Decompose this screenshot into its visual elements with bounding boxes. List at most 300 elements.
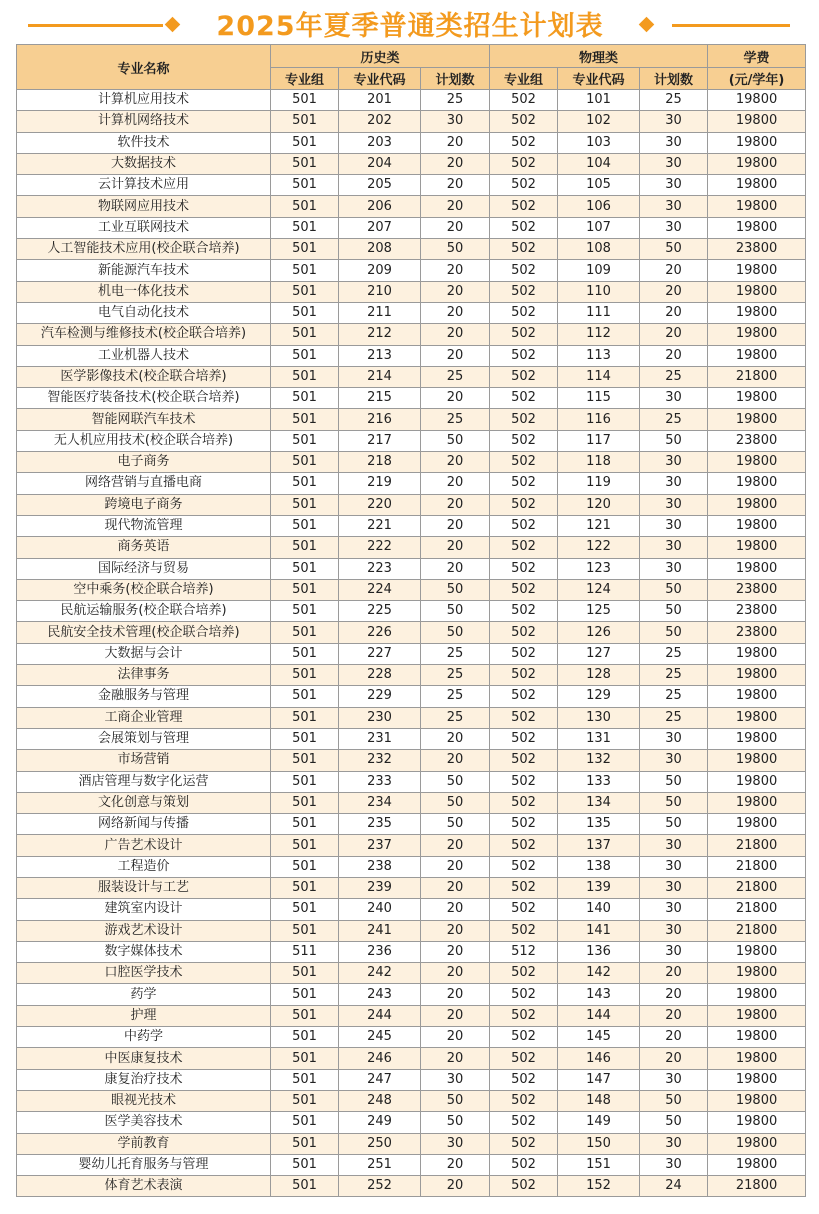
table-row xyxy=(17,1005,806,1026)
table-row xyxy=(17,515,806,536)
cell-physics-plan: 20 xyxy=(640,1027,708,1048)
cell-history-code: 251 xyxy=(339,1154,421,1175)
cell-physics-group: 502 xyxy=(490,558,558,579)
cell-physics-plan: 30 xyxy=(640,856,708,877)
table-row xyxy=(17,473,806,494)
cell-history-code: 226 xyxy=(339,622,421,643)
cell-history-group: 501 xyxy=(271,835,339,856)
table-row xyxy=(17,537,806,558)
cell-history-code: 221 xyxy=(339,515,421,536)
cell-tuition: 19800 xyxy=(708,515,806,536)
cell-physics-code: 125 xyxy=(558,601,640,622)
table-row xyxy=(17,494,806,515)
cell-physics-group: 502 xyxy=(490,324,558,345)
cell-physics-code: 142 xyxy=(558,963,640,984)
cell-physics-plan: 20 xyxy=(640,302,708,323)
cell-major-name: 网络营销与直播电商 xyxy=(17,473,271,494)
cell-history-code: 239 xyxy=(339,877,421,898)
cell-history-plan: 50 xyxy=(421,792,490,813)
cell-physics-plan: 30 xyxy=(640,494,708,515)
cell-history-group: 501 xyxy=(271,366,339,387)
cell-history-code: 204 xyxy=(339,153,421,174)
cell-physics-group: 502 xyxy=(490,452,558,473)
cell-history-code: 233 xyxy=(339,771,421,792)
cell-history-code: 246 xyxy=(339,1048,421,1069)
header-history: 历史类 xyxy=(271,45,490,68)
cell-tuition: 19800 xyxy=(708,1027,806,1048)
cell-physics-code: 106 xyxy=(558,196,640,217)
cell-tuition: 19800 xyxy=(708,1112,806,1133)
cell-physics-group: 502 xyxy=(490,1090,558,1111)
cell-history-plan: 20 xyxy=(421,494,490,515)
cell-physics-plan: 20 xyxy=(640,260,708,281)
title-decoration-line-left xyxy=(28,24,163,27)
cell-major-name: 中医康复技术 xyxy=(17,1048,271,1069)
cell-history-plan: 20 xyxy=(421,750,490,771)
cell-major-name: 中药学 xyxy=(17,1027,271,1048)
cell-physics-plan: 25 xyxy=(640,707,708,728)
cell-history-code: 225 xyxy=(339,601,421,622)
cell-tuition: 19800 xyxy=(708,153,806,174)
cell-physics-group: 502 xyxy=(490,1027,558,1048)
cell-physics-code: 134 xyxy=(558,792,640,813)
cell-tuition: 19800 xyxy=(708,771,806,792)
header-history-code: 专业代码 xyxy=(339,68,421,90)
cell-physics-code: 123 xyxy=(558,558,640,579)
cell-physics-code: 112 xyxy=(558,324,640,345)
cell-physics-code: 149 xyxy=(558,1112,640,1133)
cell-history-code: 206 xyxy=(339,196,421,217)
cell-history-plan: 20 xyxy=(421,175,490,196)
table-row xyxy=(17,728,806,749)
cell-physics-code: 148 xyxy=(558,1090,640,1111)
cell-physics-plan: 25 xyxy=(640,665,708,686)
cell-history-group: 501 xyxy=(271,686,339,707)
cell-history-plan: 20 xyxy=(421,1048,490,1069)
cell-history-plan: 20 xyxy=(421,515,490,536)
cell-history-group: 501 xyxy=(271,1133,339,1154)
cell-physics-group: 502 xyxy=(490,196,558,217)
cell-history-plan: 25 xyxy=(421,366,490,387)
cell-major-name: 电子商务 xyxy=(17,452,271,473)
cell-history-code: 234 xyxy=(339,792,421,813)
cell-physics-code: 110 xyxy=(558,281,640,302)
cell-history-group: 501 xyxy=(271,814,339,835)
cell-physics-group: 502 xyxy=(490,728,558,749)
table-row xyxy=(17,1176,806,1197)
cell-tuition: 21800 xyxy=(708,856,806,877)
table-row xyxy=(17,345,806,366)
cell-tuition: 19800 xyxy=(708,196,806,217)
cell-physics-code: 150 xyxy=(558,1133,640,1154)
cell-major-name: 市场营销 xyxy=(17,750,271,771)
cell-history-group: 511 xyxy=(271,941,339,962)
cell-major-name: 商务英语 xyxy=(17,537,271,558)
cell-history-plan: 20 xyxy=(421,728,490,749)
cell-major-name: 现代物流管理 xyxy=(17,515,271,536)
cell-physics-plan: 30 xyxy=(640,728,708,749)
cell-history-code: 247 xyxy=(339,1069,421,1090)
cell-major-name: 婴幼儿托育服务与管理 xyxy=(17,1154,271,1175)
cell-tuition: 23800 xyxy=(708,579,806,600)
table-row xyxy=(17,856,806,877)
cell-history-plan: 20 xyxy=(421,388,490,409)
cell-physics-group: 502 xyxy=(490,494,558,515)
cell-history-plan: 20 xyxy=(421,324,490,345)
table-row xyxy=(17,260,806,281)
cell-history-group: 501 xyxy=(271,792,339,813)
cell-physics-group: 502 xyxy=(490,515,558,536)
cell-history-code: 209 xyxy=(339,260,421,281)
cell-history-plan: 50 xyxy=(421,430,490,451)
cell-major-name: 工业互联网技术 xyxy=(17,217,271,238)
cell-history-plan: 50 xyxy=(421,601,490,622)
cell-history-plan: 50 xyxy=(421,1112,490,1133)
cell-physics-code: 109 xyxy=(558,260,640,281)
table-row xyxy=(17,430,806,451)
cell-physics-group: 502 xyxy=(490,877,558,898)
cell-physics-group: 502 xyxy=(490,984,558,1005)
cell-tuition: 19800 xyxy=(708,388,806,409)
table-row xyxy=(17,579,806,600)
cell-physics-code: 108 xyxy=(558,239,640,260)
cell-physics-code: 136 xyxy=(558,941,640,962)
header-tuition-unit: (元/学年) xyxy=(708,68,806,90)
cell-physics-plan: 30 xyxy=(640,877,708,898)
cell-history-code: 229 xyxy=(339,686,421,707)
cell-physics-code: 137 xyxy=(558,835,640,856)
cell-tuition: 19800 xyxy=(708,409,806,430)
cell-major-name: 眼视光技术 xyxy=(17,1090,271,1111)
cell-physics-code: 107 xyxy=(558,217,640,238)
cell-history-group: 501 xyxy=(271,537,339,558)
cell-history-group: 501 xyxy=(271,856,339,877)
cell-history-group: 501 xyxy=(271,302,339,323)
cell-history-code: 240 xyxy=(339,899,421,920)
cell-history-code: 230 xyxy=(339,707,421,728)
cell-physics-code: 128 xyxy=(558,665,640,686)
cell-physics-code: 143 xyxy=(558,984,640,1005)
table-row xyxy=(17,601,806,622)
cell-tuition: 19800 xyxy=(708,1090,806,1111)
cell-physics-plan: 30 xyxy=(640,452,708,473)
cell-history-code: 250 xyxy=(339,1133,421,1154)
cell-history-group: 501 xyxy=(271,1154,339,1175)
cell-tuition: 23800 xyxy=(708,239,806,260)
cell-history-plan: 20 xyxy=(421,452,490,473)
cell-history-plan: 20 xyxy=(421,920,490,941)
cell-history-plan: 20 xyxy=(421,1176,490,1197)
table-row xyxy=(17,771,806,792)
cell-physics-group: 502 xyxy=(490,771,558,792)
table-row xyxy=(17,792,806,813)
cell-tuition: 19800 xyxy=(708,132,806,153)
table-row xyxy=(17,1048,806,1069)
cell-history-group: 501 xyxy=(271,707,339,728)
cell-history-plan: 25 xyxy=(421,643,490,664)
cell-physics-group: 502 xyxy=(490,345,558,366)
table-row xyxy=(17,920,806,941)
cell-physics-group: 502 xyxy=(490,1176,558,1197)
cell-physics-plan: 30 xyxy=(640,1069,708,1090)
cell-history-group: 501 xyxy=(271,281,339,302)
cell-tuition: 19800 xyxy=(708,537,806,558)
cell-physics-code: 132 xyxy=(558,750,640,771)
enrollment-plan-table xyxy=(16,44,806,1197)
table-row xyxy=(17,90,806,111)
cell-history-group: 501 xyxy=(271,1069,339,1090)
cell-physics-group: 502 xyxy=(490,665,558,686)
cell-physics-group: 502 xyxy=(490,239,558,260)
table-row xyxy=(17,622,806,643)
cell-history-group: 501 xyxy=(271,409,339,430)
table-row xyxy=(17,814,806,835)
cell-major-name: 医学美容技术 xyxy=(17,1112,271,1133)
cell-physics-group: 502 xyxy=(490,601,558,622)
cell-physics-group: 502 xyxy=(490,537,558,558)
cell-history-code: 228 xyxy=(339,665,421,686)
table-row xyxy=(17,707,806,728)
cell-major-name: 民航安全技术管理(校企联合培养) xyxy=(17,622,271,643)
cell-history-code: 227 xyxy=(339,643,421,664)
cell-history-plan: 25 xyxy=(421,707,490,728)
cell-physics-code: 103 xyxy=(558,132,640,153)
cell-history-code: 215 xyxy=(339,388,421,409)
cell-history-plan: 20 xyxy=(421,984,490,1005)
cell-major-name: 国际经济与贸易 xyxy=(17,558,271,579)
cell-history-code: 243 xyxy=(339,984,421,1005)
cell-history-code: 214 xyxy=(339,366,421,387)
table-row xyxy=(17,302,806,323)
cell-physics-group: 502 xyxy=(490,302,558,323)
cell-major-name: 无人机应用技术(校企联合培养) xyxy=(17,430,271,451)
cell-tuition: 23800 xyxy=(708,601,806,622)
cell-physics-plan: 20 xyxy=(640,1005,708,1026)
header-history-plan: 计划数 xyxy=(421,68,490,90)
cell-physics-code: 114 xyxy=(558,366,640,387)
cell-physics-group: 502 xyxy=(490,707,558,728)
cell-history-plan: 50 xyxy=(421,814,490,835)
cell-history-group: 501 xyxy=(271,90,339,111)
table-row xyxy=(17,941,806,962)
cell-history-code: 217 xyxy=(339,430,421,451)
cell-major-name: 建筑室内设计 xyxy=(17,899,271,920)
cell-physics-plan: 20 xyxy=(640,281,708,302)
cell-history-group: 501 xyxy=(271,132,339,153)
cell-physics-code: 151 xyxy=(558,1154,640,1175)
cell-history-group: 501 xyxy=(271,324,339,345)
cell-tuition: 19800 xyxy=(708,728,806,749)
cell-physics-code: 139 xyxy=(558,877,640,898)
cell-history-group: 501 xyxy=(271,388,339,409)
cell-tuition: 19800 xyxy=(708,707,806,728)
cell-physics-plan: 50 xyxy=(640,1090,708,1111)
table-row xyxy=(17,558,806,579)
cell-tuition: 19800 xyxy=(708,175,806,196)
table-row xyxy=(17,1154,806,1175)
cell-physics-code: 131 xyxy=(558,728,640,749)
table-row xyxy=(17,196,806,217)
cell-physics-code: 145 xyxy=(558,1027,640,1048)
cell-physics-group: 502 xyxy=(490,622,558,643)
cell-major-name: 物联网应用技术 xyxy=(17,196,271,217)
cell-history-plan: 20 xyxy=(421,899,490,920)
cell-physics-plan: 25 xyxy=(640,643,708,664)
cell-history-code: 205 xyxy=(339,175,421,196)
cell-tuition: 19800 xyxy=(708,665,806,686)
cell-tuition: 21800 xyxy=(708,1176,806,1197)
cell-history-group: 501 xyxy=(271,345,339,366)
cell-major-name: 游戏艺术设计 xyxy=(17,920,271,941)
cell-tuition: 21800 xyxy=(708,899,806,920)
cell-physics-plan: 50 xyxy=(640,1112,708,1133)
cell-physics-code: 144 xyxy=(558,1005,640,1026)
table-row xyxy=(17,643,806,664)
cell-physics-code: 118 xyxy=(558,452,640,473)
cell-physics-code: 140 xyxy=(558,899,640,920)
cell-major-name: 跨境电子商务 xyxy=(17,494,271,515)
cell-history-code: 249 xyxy=(339,1112,421,1133)
table-row xyxy=(17,452,806,473)
cell-history-plan: 20 xyxy=(421,302,490,323)
table-row xyxy=(17,1133,806,1154)
header-physics: 物理类 xyxy=(490,45,708,68)
cell-physics-code: 102 xyxy=(558,111,640,132)
cell-physics-plan: 30 xyxy=(640,558,708,579)
cell-history-plan: 20 xyxy=(421,877,490,898)
cell-history-group: 501 xyxy=(271,494,339,515)
cell-physics-plan: 50 xyxy=(640,430,708,451)
cell-history-code: 220 xyxy=(339,494,421,515)
cell-physics-group: 502 xyxy=(490,1133,558,1154)
cell-history-plan: 20 xyxy=(421,856,490,877)
cell-physics-plan: 20 xyxy=(640,345,708,366)
cell-physics-code: 120 xyxy=(558,494,640,515)
cell-tuition: 19800 xyxy=(708,963,806,984)
cell-major-name: 医学影像技术(校企联合培养) xyxy=(17,366,271,387)
cell-history-group: 501 xyxy=(271,175,339,196)
cell-physics-plan: 20 xyxy=(640,324,708,345)
cell-history-code: 237 xyxy=(339,835,421,856)
cell-major-name: 民航运输服务(校企联合培养) xyxy=(17,601,271,622)
cell-tuition: 19800 xyxy=(708,111,806,132)
cell-tuition: 19800 xyxy=(708,686,806,707)
cell-history-plan: 50 xyxy=(421,771,490,792)
cell-physics-plan: 30 xyxy=(640,473,708,494)
cell-history-group: 501 xyxy=(271,643,339,664)
cell-history-group: 501 xyxy=(271,984,339,1005)
cell-major-name: 工程造价 xyxy=(17,856,271,877)
table-row xyxy=(17,111,806,132)
cell-history-code: 201 xyxy=(339,90,421,111)
cell-physics-group: 502 xyxy=(490,1005,558,1026)
cell-history-plan: 20 xyxy=(421,473,490,494)
cell-history-plan: 20 xyxy=(421,1027,490,1048)
cell-physics-code: 129 xyxy=(558,686,640,707)
cell-physics-group: 502 xyxy=(490,90,558,111)
cell-history-code: 212 xyxy=(339,324,421,345)
cell-physics-plan: 20 xyxy=(640,984,708,1005)
cell-physics-code: 105 xyxy=(558,175,640,196)
cell-history-code: 219 xyxy=(339,473,421,494)
cell-major-name: 护理 xyxy=(17,1005,271,1026)
table-row xyxy=(17,1112,806,1133)
cell-major-name: 服装设计与工艺 xyxy=(17,877,271,898)
cell-major-name: 计算机网络技术 xyxy=(17,111,271,132)
cell-history-group: 501 xyxy=(271,1027,339,1048)
cell-history-code: 210 xyxy=(339,281,421,302)
cell-major-name: 智能医疗装备技术(校企联合培养) xyxy=(17,388,271,409)
table-row xyxy=(17,963,806,984)
cell-physics-code: 126 xyxy=(558,622,640,643)
cell-tuition: 23800 xyxy=(708,430,806,451)
cell-tuition: 19800 xyxy=(708,345,806,366)
cell-history-group: 501 xyxy=(271,665,339,686)
table-row xyxy=(17,1090,806,1111)
cell-physics-plan: 30 xyxy=(640,132,708,153)
cell-history-plan: 30 xyxy=(421,1069,490,1090)
cell-physics-code: 115 xyxy=(558,388,640,409)
cell-history-code: 248 xyxy=(339,1090,421,1111)
cell-history-plan: 20 xyxy=(421,1154,490,1175)
cell-tuition: 19800 xyxy=(708,90,806,111)
cell-major-name: 汽车检测与维修技术(校企联合培养) xyxy=(17,324,271,345)
cell-major-name: 药学 xyxy=(17,984,271,1005)
cell-physics-plan: 30 xyxy=(640,537,708,558)
cell-physics-plan: 30 xyxy=(640,835,708,856)
cell-physics-code: 133 xyxy=(558,771,640,792)
cell-major-name: 机电一体化技术 xyxy=(17,281,271,302)
cell-history-group: 501 xyxy=(271,1090,339,1111)
cell-history-plan: 50 xyxy=(421,622,490,643)
cell-tuition: 19800 xyxy=(708,324,806,345)
cell-physics-plan: 30 xyxy=(640,899,708,920)
cell-major-name: 人工智能技术应用(校企联合培养) xyxy=(17,239,271,260)
table-row xyxy=(17,984,806,1005)
cell-major-name: 广告艺术设计 xyxy=(17,835,271,856)
table-row xyxy=(17,835,806,856)
cell-history-group: 501 xyxy=(271,239,339,260)
cell-history-group: 501 xyxy=(271,260,339,281)
cell-physics-plan: 30 xyxy=(640,515,708,536)
cell-major-name: 大数据与会计 xyxy=(17,643,271,664)
cell-history-code: 224 xyxy=(339,579,421,600)
cell-major-name: 法律事务 xyxy=(17,665,271,686)
cell-history-code: 207 xyxy=(339,217,421,238)
table-row xyxy=(17,1069,806,1090)
cell-history-code: 216 xyxy=(339,409,421,430)
cell-tuition: 21800 xyxy=(708,835,806,856)
cell-major-name: 网络新闻与传播 xyxy=(17,814,271,835)
cell-physics-group: 502 xyxy=(490,111,558,132)
cell-tuition: 19800 xyxy=(708,452,806,473)
cell-tuition: 19800 xyxy=(708,643,806,664)
cell-history-group: 501 xyxy=(271,217,339,238)
table-row xyxy=(17,281,806,302)
table-row xyxy=(17,132,806,153)
cell-physics-group: 502 xyxy=(490,473,558,494)
cell-history-group: 501 xyxy=(271,558,339,579)
cell-physics-group: 502 xyxy=(490,686,558,707)
cell-major-name: 文化创意与策划 xyxy=(17,792,271,813)
cell-history-group: 501 xyxy=(271,622,339,643)
diamond-icon xyxy=(639,17,655,33)
cell-physics-plan: 25 xyxy=(640,409,708,430)
cell-physics-group: 502 xyxy=(490,750,558,771)
cell-history-plan: 20 xyxy=(421,835,490,856)
cell-physics-plan: 50 xyxy=(640,239,708,260)
cell-tuition: 19800 xyxy=(708,260,806,281)
